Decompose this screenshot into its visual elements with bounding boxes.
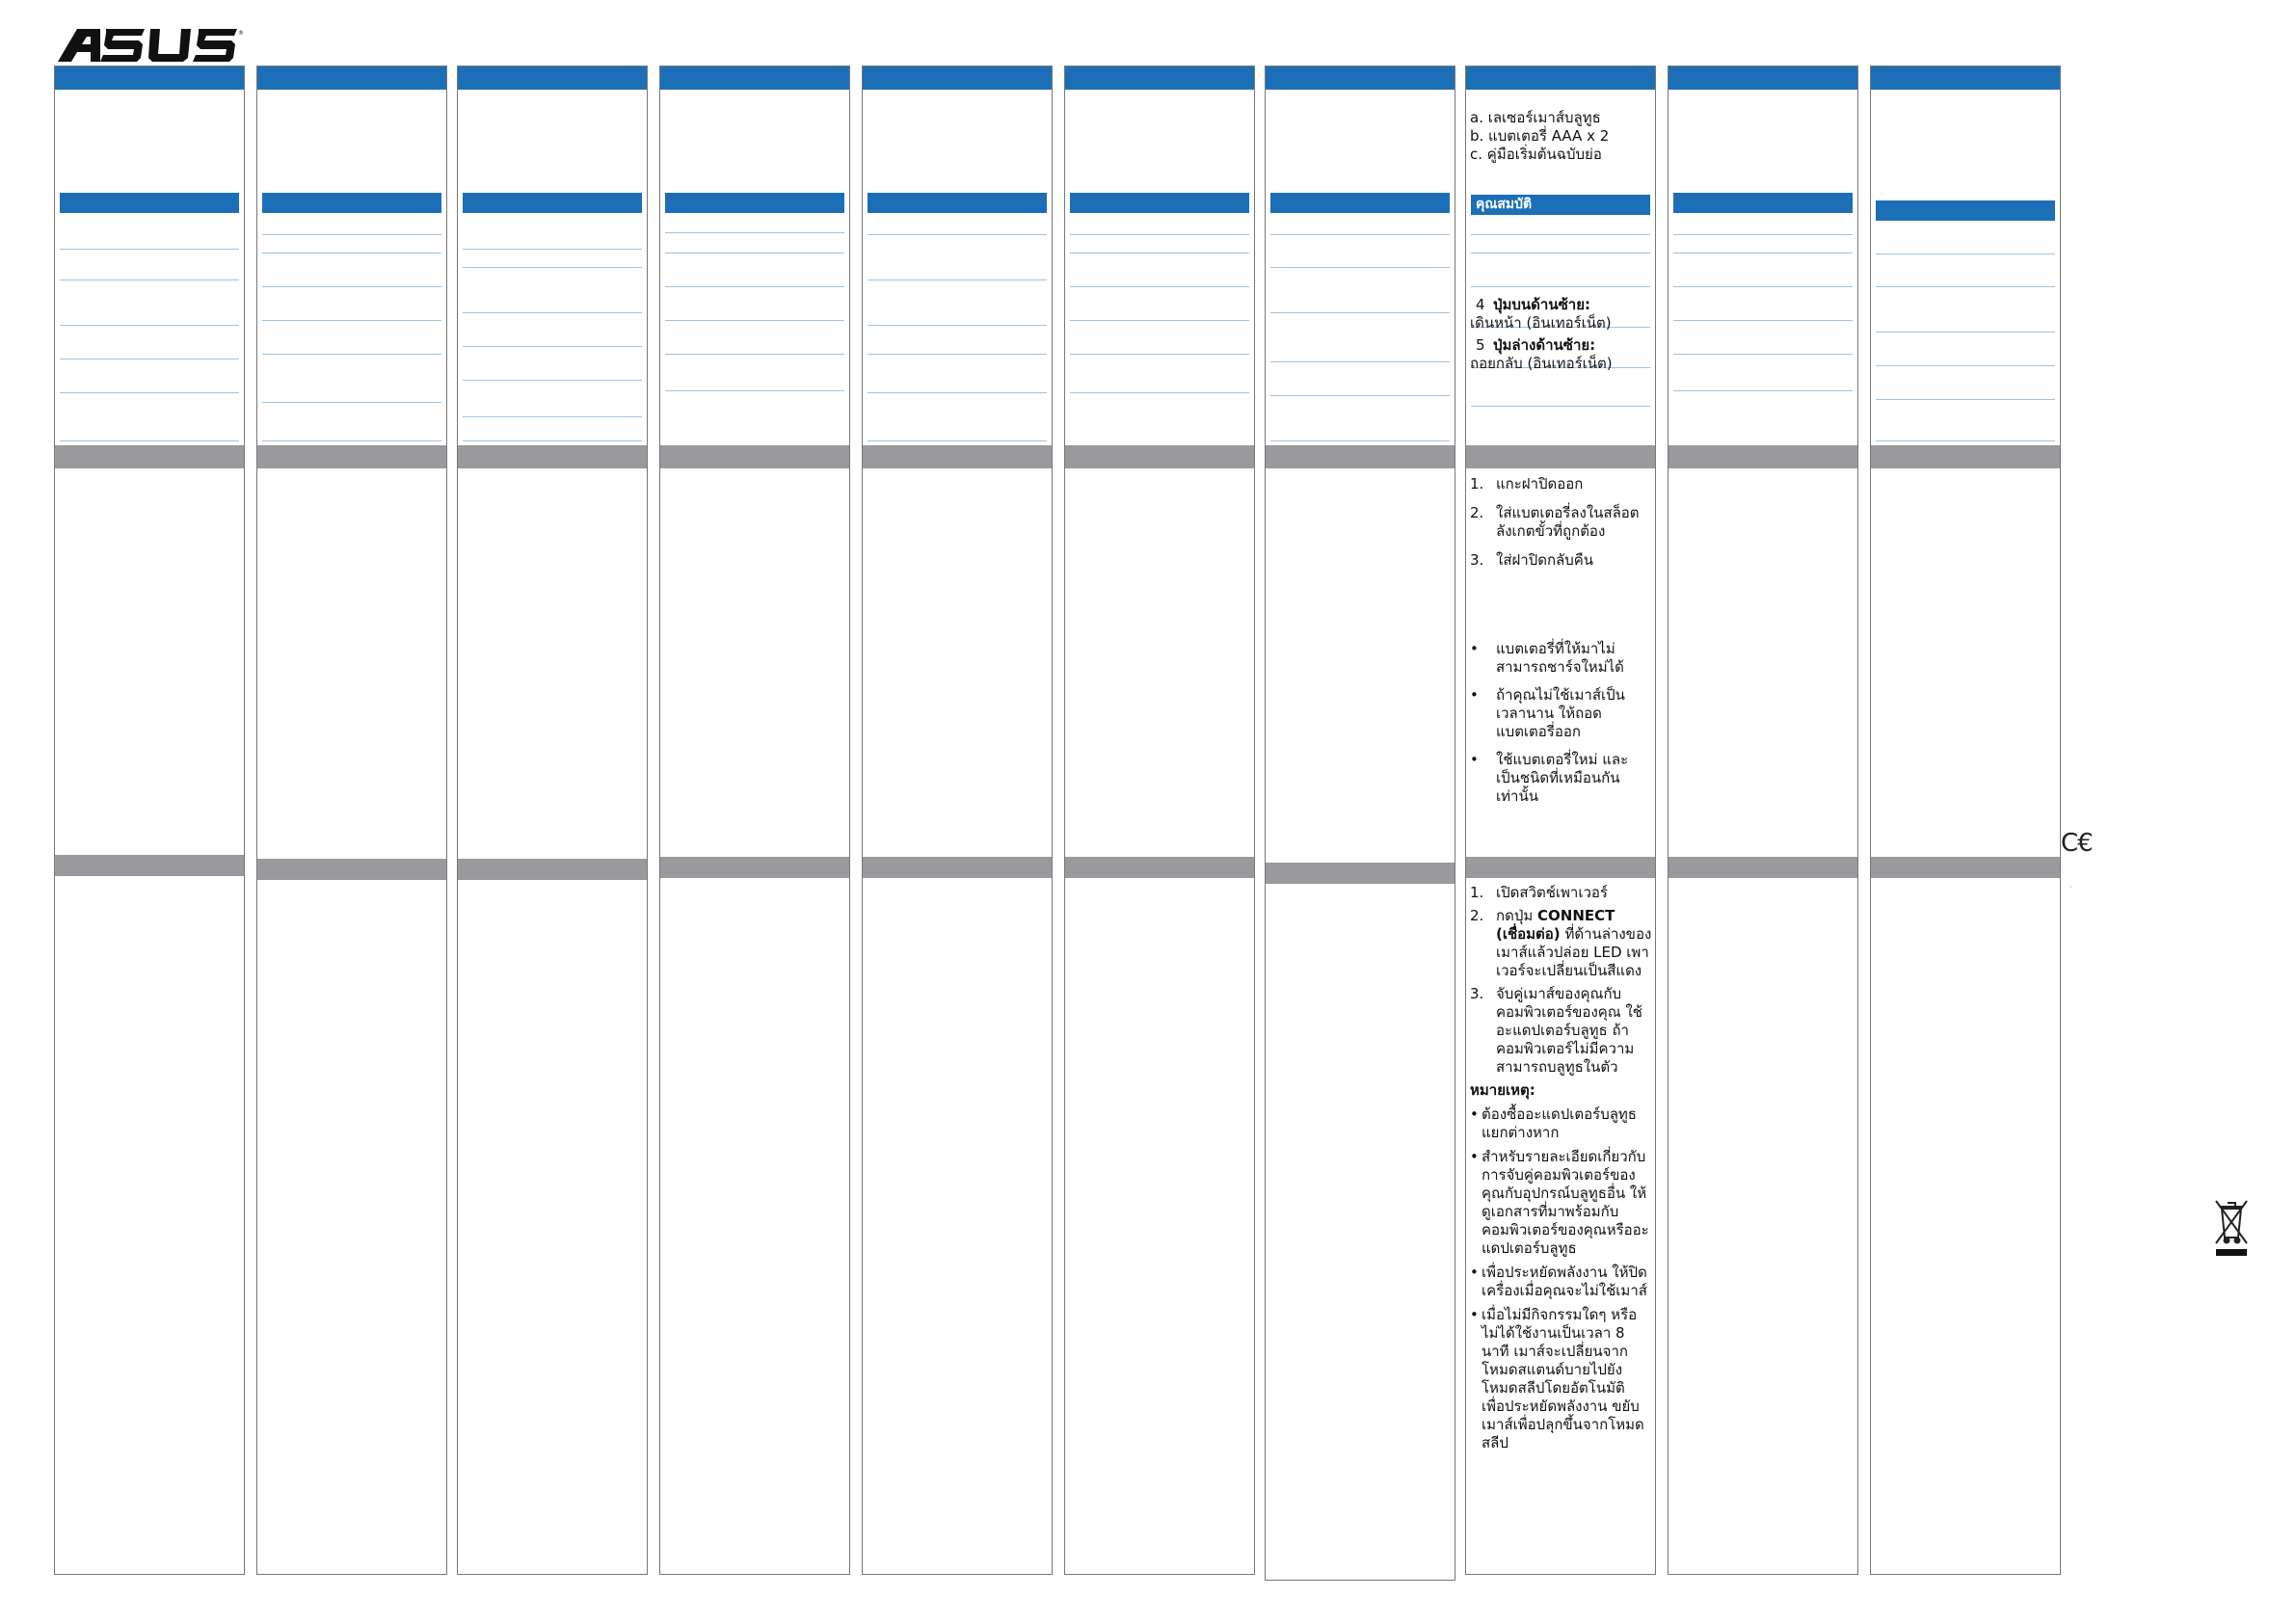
features-header-bar	[1070, 193, 1249, 213]
install-header-bar	[863, 445, 1052, 468]
connect-label: CONNECT (เชื่อมต่อ)	[1496, 907, 1615, 943]
language-column-6	[1064, 66, 1255, 1575]
package-item: c. คู่มือเริ่มต้นฉบับย่อ	[1470, 146, 1602, 163]
column-header-bar	[55, 67, 244, 90]
language-column-10	[1870, 66, 2061, 1575]
pairing-steps	[1470, 884, 1652, 1458]
feature-desc: ถอยกลับ (อินเทอร์เน็ต)	[1470, 355, 1613, 372]
pairing-header-bar	[1871, 857, 2060, 878]
feature-desc: เดินหน้า (อินเทอร์เน็ต)	[1470, 314, 1612, 332]
pairing-header-bar	[1669, 857, 1857, 878]
feature-title: ปุ่มล่างด้านซ้าย:	[1493, 336, 1596, 354]
features-header-bar	[665, 193, 844, 213]
install-header-bar	[55, 445, 244, 468]
install-header-bar	[1466, 445, 1655, 468]
column-header-bar	[1266, 67, 1455, 90]
column-header-bar	[1669, 67, 1857, 90]
pairing-header-bar	[1466, 857, 1655, 878]
column-header-bar	[1871, 67, 2060, 90]
battery-note: • ใช้แบตเตอรี่ใหม่ และเป็นชนิดที่เหมือนกันเท่านั้น	[1470, 751, 1629, 805]
column-header-bar	[257, 67, 446, 90]
language-column-5	[862, 66, 1053, 1575]
ce-mark-icon: C€	[2061, 829, 2093, 858]
pairing-header-bar	[458, 859, 647, 880]
feature-number: 4	[1476, 296, 1485, 313]
battery-install-steps	[1470, 475, 1652, 815]
language-column-1	[54, 66, 245, 1575]
install-step: 2. ใส่แบตเตอรี่ลงในสล็อต ลังเกตขั้วที่ถูกต้อง	[1470, 504, 1640, 540]
weee-crossed-bin-icon	[2213, 1195, 2250, 1259]
language-column-2	[256, 66, 447, 1575]
battery-note: • ถ้าคุณไม่ใช้เมาส์เป็นเวลานาน ให้ถอดแบตเตอรี่ออก	[1470, 686, 1625, 740]
feature-item	[1470, 296, 1652, 314]
features-list	[1470, 296, 1652, 373]
language-column-thai	[1465, 66, 1656, 1575]
features-header-bar	[1270, 193, 1450, 213]
pair-step: 2. กดปุ่ม CONNECT (เชื่อมต่อ) ที่ด้านล่างของเมาส์แล้วปล่อย LED เพาเวอร์จะเปลี่ยนเป็นสีแดง	[1470, 907, 1652, 979]
column-header-bar	[1466, 67, 1655, 90]
pairing-header-bar	[863, 857, 1052, 878]
note-item: • ต้องซื้ออะแดปเตอร์บลูทูธแยกต่างหาก	[1470, 1105, 1637, 1141]
pairing-header-bar	[55, 855, 244, 876]
features-header-bar	[463, 193, 642, 213]
note-title: หมายเหตุ:	[1470, 1081, 1535, 1099]
feature-number: 5	[1476, 336, 1485, 354]
features-header-bar	[1876, 200, 2055, 221]
package-contents	[1470, 109, 1652, 164]
pair-step: 1. เปิดสวิตช์เพาเวอร์	[1470, 884, 1608, 901]
install-step: 3. ใส่ฝาปิดกลับคืน	[1470, 551, 1594, 569]
install-header-bar	[1266, 445, 1455, 468]
install-header-bar	[1871, 445, 2060, 468]
package-item: b. แบตเตอรี่ AAA x 2	[1470, 127, 1610, 145]
features-header-bar	[868, 193, 1047, 213]
pairing-header-bar	[660, 857, 849, 878]
column-header-bar	[458, 67, 647, 90]
features-header-bar	[262, 193, 441, 213]
note-item: • เมื่อไม่มีกิจกรรมใดๆ หรือไม่ได้ใช้งานเป็นเวลา 8 นาที เมาส์จะเปลี่ยนจากโหมดสแตนด์บายไปยังโหมดสลีปโดยอัตโนมัติ เพื่อประหยัดพลังงาน ขยับเมาส์เพื่อปลุกขึ้นจากโหมดสลีป	[1470, 1306, 1644, 1451]
feature-item	[1470, 336, 1652, 355]
column-header-bar	[1065, 67, 1254, 90]
language-column-3	[457, 66, 648, 1575]
pair-step: 3. จับคู่เมาส์ของคุณกับคอมพิวเตอร์ของคุณ ใช้อะแดปเตอร์บลูทูธ ถ้าคอมพิวเตอร์ไม่มีความสามารถบลูทูธในตัว	[1470, 985, 1642, 1076]
column-header-bar	[660, 67, 849, 90]
pairing-header-bar	[257, 859, 446, 880]
language-column-9	[1668, 66, 1858, 1575]
feature-title: ปุ่มบนด้านซ้าย:	[1493, 296, 1590, 313]
install-header-bar	[1669, 445, 1857, 468]
column-header-bar	[863, 67, 1052, 90]
pairing-header-bar	[1065, 857, 1254, 878]
install-header-bar	[458, 445, 647, 468]
features-header-bar	[1673, 193, 1853, 213]
pairing-header-bar	[1266, 863, 1455, 884]
language-column-7	[1265, 66, 1455, 1581]
language-column-4	[659, 66, 850, 1575]
asus-logo	[56, 23, 244, 64]
note-item: • เพื่อประหยัดพลังงาน ให้ปิดเครื่องเมื่อคุณจะไม่ใช้เมาส์	[1470, 1264, 1647, 1299]
install-header-bar	[660, 445, 849, 468]
install-header-bar	[1065, 445, 1254, 468]
svg-text:®: ®	[238, 30, 244, 37]
battery-note: • แบตเตอรี่ที่ให้มาไม่สามารถชาร์จใหม่ได้	[1470, 640, 1624, 676]
note-item: • สำหรับรายละเอียดเกี่ยวกับการจับคู่คอมพิวเตอร์ของคุณกับอุปกรณ์บลูทูธอื่น ให้ดูเอกสารที่มาพร้อมกับคอมพิวเตอร์ของคุณหรืออะแดปเตอร์บลูทูธ	[1470, 1148, 1649, 1257]
features-header-bar	[60, 193, 239, 213]
package-item: a. เลเซอร์เมาส์บลูทูธ	[1470, 109, 1601, 126]
install-step: 1. แกะฝาปิดออก	[1470, 475, 1584, 493]
install-header-bar	[257, 445, 446, 468]
features-title: คุณสมบัติ	[1471, 195, 1650, 215]
ce-dot: ·	[2069, 883, 2072, 892]
